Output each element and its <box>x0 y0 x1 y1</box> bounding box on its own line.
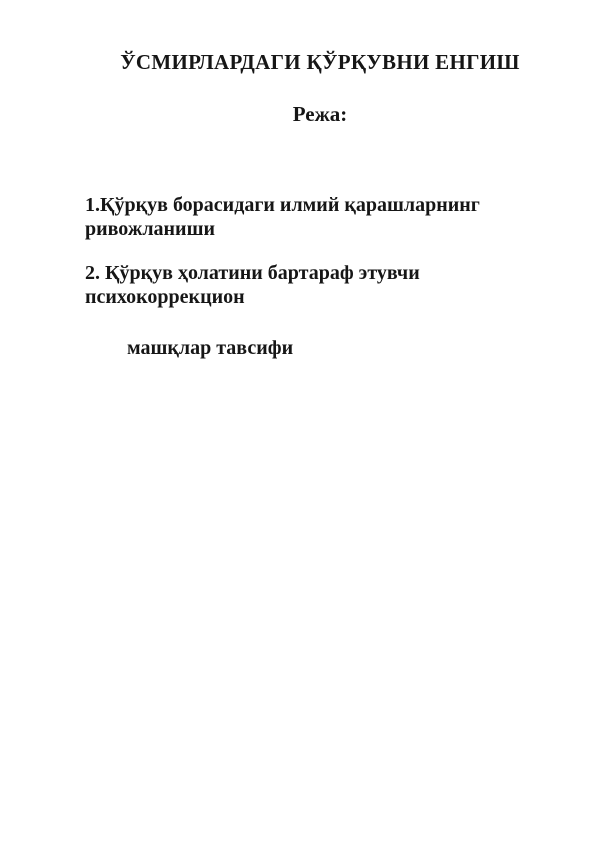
plan-item-2-continuation: машқлар тавсифи <box>127 337 294 359</box>
document-content <box>0 50 612 360</box>
plan-item-2: 2. Қўрқув ҳолатини бартараф этувчи психокоррекцион <box>85 262 425 308</box>
plan-heading: Режа: <box>292 102 348 126</box>
document-page <box>0 50 612 842</box>
plan-item-1: 1.Қўрқув борасидаги илмий қарашларнинг ривожланиши <box>85 194 490 240</box>
document-title: ЎСМИРЛАРДАГИ ҚЎРҚУВНИ ЕНГИШ <box>120 50 520 74</box>
